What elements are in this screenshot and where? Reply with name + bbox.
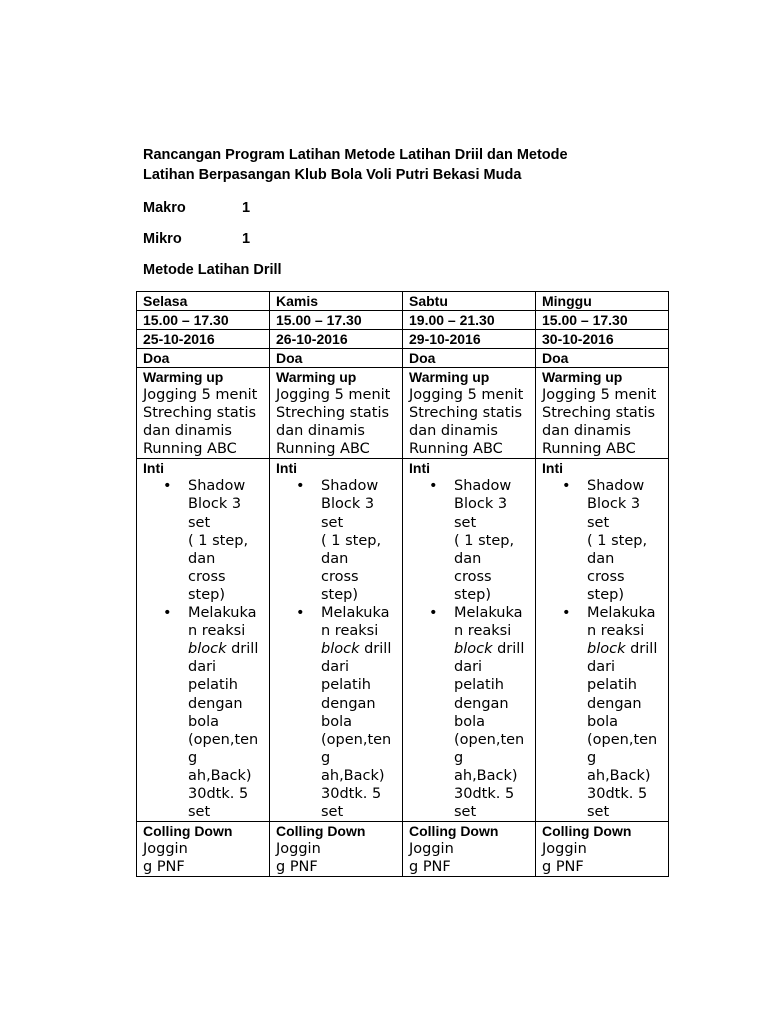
inti-heading: Inti — [409, 460, 430, 477]
day-label: Sabtu — [409, 293, 448, 309]
cell-inti-1 — [270, 459, 403, 822]
day-label: Minggu — [542, 293, 592, 309]
bullet-item — [143, 477, 269, 604]
bullet-line: 30dtk. 5 — [454, 785, 515, 802]
bullet-line: Melakuka — [321, 605, 390, 622]
bullet-line: n reaksi — [587, 623, 645, 640]
bullet-line: dari — [587, 659, 616, 676]
bullet-line: set — [321, 804, 344, 821]
warming-up-line: Jogging 5 menit — [542, 387, 657, 403]
italic-term: block — [188, 641, 227, 658]
bullet-line: dari — [454, 659, 483, 676]
warming-up-line: Streching statis — [542, 405, 656, 422]
bullet-text: drill — [359, 641, 392, 658]
cell-doa-3 — [536, 349, 669, 368]
cooling-down-line: g PNF — [542, 859, 584, 876]
warming-up-line: Streching statis — [409, 405, 523, 422]
bullet-line: Melakuka — [188, 605, 257, 622]
bullet-line: Shadow — [321, 478, 379, 495]
warming-up-line: dan dinamis — [409, 423, 498, 440]
bullet-line: step) — [587, 586, 625, 603]
bullet-line: dengan — [188, 695, 243, 712]
bullet-line: pelatih — [321, 677, 371, 694]
bullet-line: dari — [321, 659, 350, 676]
cooling-down-heading: Colling Down — [276, 823, 366, 840]
bullet-line: set — [321, 514, 344, 531]
bullet-dot-icon: • — [429, 605, 438, 622]
warming-up-heading: Warming up — [143, 369, 224, 385]
bullet-line: Shadow — [454, 478, 512, 495]
bullet-line: dan — [321, 550, 349, 567]
warming-up-line: Jogging 5 menit — [409, 387, 524, 403]
cooling-down-line: g PNF — [276, 859, 318, 876]
bullet-line: step) — [454, 586, 492, 603]
bullet-line: 30dtk. 5 — [587, 785, 648, 802]
italic-term: block — [321, 641, 360, 658]
table-row-cool — [137, 822, 669, 877]
bullet-text: drill — [226, 641, 259, 658]
cell-time-2 — [403, 311, 536, 330]
cell-inti-0 — [137, 459, 270, 822]
bullet-dot-icon: • — [429, 478, 438, 495]
bullet-line: dan — [587, 550, 615, 567]
bullet-dot-icon: • — [562, 478, 571, 495]
bullet-item — [542, 604, 668, 821]
bullet-text: drill — [625, 641, 658, 658]
bullet-line: ah,Back) — [587, 767, 651, 784]
bullet-line: cross — [454, 568, 492, 585]
bullet-dot-icon: • — [562, 605, 571, 622]
time-label: 19.00 – 21.30 — [409, 312, 495, 328]
cooling-down-line: Joggin — [542, 841, 587, 858]
cell-warm-1 — [270, 368, 403, 459]
day-label: Selasa — [143, 293, 188, 309]
bullet-line: bola — [587, 713, 618, 730]
bullet-line: ( 1 step, — [454, 532, 515, 549]
cooling-down-line: Joggin — [143, 841, 188, 858]
bullet-line: n reaksi — [454, 623, 512, 640]
time-label: 15.00 – 17.30 — [143, 312, 229, 328]
bullet-line: g — [188, 749, 198, 766]
cell-time-1 — [270, 311, 403, 330]
table-row-inti — [137, 459, 669, 822]
table-row-time — [137, 311, 669, 330]
cell-warm-2 — [403, 368, 536, 459]
cell-doa-1 — [270, 349, 403, 368]
day-label: Kamis — [276, 293, 319, 309]
bullet-dot-icon: • — [296, 478, 305, 495]
bullet-dot-icon: • — [296, 605, 305, 622]
cell-date-3 — [536, 330, 669, 349]
mikro-row — [143, 230, 250, 248]
cell-doa-2 — [403, 349, 536, 368]
bullet-line: set — [188, 514, 211, 531]
bullet-line: dan — [188, 550, 216, 567]
schedule-table — [136, 291, 669, 877]
bullet-line: ( 1 step, — [587, 532, 648, 549]
bullet-line: Block 3 — [188, 496, 242, 513]
inti-heading: Inti — [276, 460, 297, 477]
bullet-line: pelatih — [454, 677, 504, 694]
bullet-line: Block 3 — [454, 496, 508, 513]
bullet-line: g — [454, 749, 464, 766]
cell-cool-3 — [536, 822, 669, 877]
bullet-line: cross — [188, 568, 226, 585]
bullet-line: set — [587, 514, 610, 531]
bullet-item — [542, 477, 668, 604]
cooling-down-heading: Colling Down — [143, 823, 233, 840]
cell-cool-0 — [137, 822, 270, 877]
bullet-line: 30dtk. 5 — [321, 785, 382, 802]
cooling-down-heading: Colling Down — [409, 823, 499, 840]
bullet-line: Shadow — [188, 478, 246, 495]
bullet-text: drill — [492, 641, 525, 658]
date-label: 30-10-2016 — [542, 331, 614, 347]
bullet-line: g — [587, 749, 597, 766]
bullet-line — [587, 640, 664, 658]
inti-heading: Inti — [542, 460, 563, 477]
bullet-line: Melakuka — [454, 605, 523, 622]
bullet-line: step) — [188, 586, 226, 603]
bullet-line: ah,Back) — [188, 767, 252, 784]
date-label: 25-10-2016 — [143, 331, 215, 347]
time-label: 15.00 – 17.30 — [542, 312, 628, 328]
method-heading: Metode Latihan Drill — [143, 262, 282, 278]
warming-up-line: dan dinamis — [276, 423, 365, 440]
bullet-line: bola — [454, 713, 485, 730]
table-row-date — [137, 330, 669, 349]
cooling-down-line: Joggin — [409, 841, 454, 858]
title-line-2: Latihan Berpasangan Klub Bola Voli Putri Bekasi Muda — [143, 167, 522, 183]
warming-up-line: Streching statis — [143, 405, 257, 422]
cell-warm-0 — [137, 368, 270, 459]
bullet-line: dengan — [321, 695, 376, 712]
bullet-line: (open,ten — [188, 731, 259, 748]
bullet-line — [321, 640, 398, 658]
warming-up-line: Running ABC — [542, 441, 636, 458]
bullet-line: pelatih — [587, 677, 637, 694]
bullet-line: set — [454, 514, 477, 531]
bullet-line: Block 3 — [321, 496, 375, 513]
cooling-down-line: Joggin — [276, 841, 321, 858]
cell-date-2 — [403, 330, 536, 349]
bullet-line: bola — [188, 713, 219, 730]
cooling-down-line: g PNF — [409, 859, 451, 876]
doa-label: Doa — [409, 350, 436, 366]
warming-up-heading: Warming up — [542, 369, 623, 385]
bullet-line: cross — [587, 568, 625, 585]
bullet-line: ( 1 step, — [321, 532, 382, 549]
italic-term: block — [454, 641, 493, 658]
bullet-line: set — [587, 804, 610, 821]
bullet-line: dengan — [587, 695, 642, 712]
bullet-line: (open,ten — [321, 731, 392, 748]
table-row-doa — [137, 349, 669, 368]
time-label: 15.00 – 17.30 — [276, 312, 362, 328]
mikro-label: Mikro — [143, 231, 182, 247]
cell-day-2 — [403, 292, 536, 311]
bullet-dot-icon: • — [163, 478, 172, 495]
bullet-line: step) — [321, 586, 359, 603]
warming-up-line: Running ABC — [409, 441, 503, 458]
bullet-item — [276, 604, 402, 821]
cell-day-1 — [270, 292, 403, 311]
bullet-line: ah,Back) — [454, 767, 518, 784]
bullet-item — [276, 477, 402, 604]
makro-label: Makro — [143, 200, 186, 216]
bullet-line: g — [321, 749, 331, 766]
bullet-line: (open,ten — [587, 731, 658, 748]
table-row-warm — [137, 368, 669, 459]
bullet-item — [409, 604, 535, 821]
bullet-line — [454, 640, 531, 658]
bullet-line: Shadow — [587, 478, 645, 495]
mikro-value: 1 — [242, 231, 251, 247]
bullet-line: 30dtk. 5 — [188, 785, 249, 802]
cell-day-0 — [137, 292, 270, 311]
cell-cool-1 — [270, 822, 403, 877]
bullet-line: cross — [321, 568, 359, 585]
doa-label: Doa — [143, 350, 170, 366]
bullet-line: bola — [321, 713, 352, 730]
bullet-line: dengan — [454, 695, 509, 712]
bullet-line: ah,Back) — [321, 767, 385, 784]
bullet-line: (open,ten — [454, 731, 525, 748]
cell-warm-3 — [536, 368, 669, 459]
italic-term: block — [587, 641, 626, 658]
warming-up-line: Running ABC — [276, 441, 370, 458]
warming-up-line: Streching statis — [276, 405, 390, 422]
cell-date-0 — [137, 330, 270, 349]
bullet-line: set — [188, 804, 211, 821]
title-line-1: Rancangan Program Latihan Metode Latihan Driil dan Metode — [143, 147, 568, 163]
cell-inti-2 — [403, 459, 536, 822]
doa-label: Doa — [276, 350, 303, 366]
cell-inti-3 — [536, 459, 669, 822]
cell-date-1 — [270, 330, 403, 349]
bullet-line: Block 3 — [587, 496, 641, 513]
warming-up-line: Running ABC — [143, 441, 237, 458]
warming-up-line: Jogging 5 menit — [143, 387, 258, 403]
cooling-down-heading: Colling Down — [542, 823, 632, 840]
warming-up-line: dan dinamis — [542, 423, 631, 440]
cell-doa-0 — [137, 349, 270, 368]
bullet-line: Melakuka — [587, 605, 656, 622]
bullet-line: n reaksi — [188, 623, 246, 640]
page-title — [143, 145, 613, 185]
cell-time-0 — [137, 311, 270, 330]
date-label: 26-10-2016 — [276, 331, 348, 347]
warming-up-heading: Warming up — [409, 369, 490, 385]
bullet-line: pelatih — [188, 677, 238, 694]
warming-up-line: dan dinamis — [143, 423, 232, 440]
makro-row — [143, 199, 250, 217]
makro-value: 1 — [242, 200, 251, 216]
cell-day-3 — [536, 292, 669, 311]
bullet-line: set — [454, 804, 477, 821]
bullet-dot-icon: • — [163, 605, 172, 622]
bullet-line: dari — [188, 659, 217, 676]
bullet-line: n reaksi — [321, 623, 379, 640]
cell-time-3 — [536, 311, 669, 330]
warming-up-line: Jogging 5 menit — [276, 387, 391, 403]
bullet-item — [143, 604, 269, 821]
cooling-down-line: g PNF — [143, 859, 185, 876]
table-row-day — [137, 292, 669, 311]
bullet-line — [188, 640, 265, 658]
cell-cool-2 — [403, 822, 536, 877]
warming-up-heading: Warming up — [276, 369, 357, 385]
inti-heading: Inti — [143, 460, 164, 477]
bullet-item — [409, 477, 535, 604]
date-label: 29-10-2016 — [409, 331, 481, 347]
bullet-line: ( 1 step, — [188, 532, 249, 549]
doa-label: Doa — [542, 350, 569, 366]
bullet-line: dan — [454, 550, 482, 567]
